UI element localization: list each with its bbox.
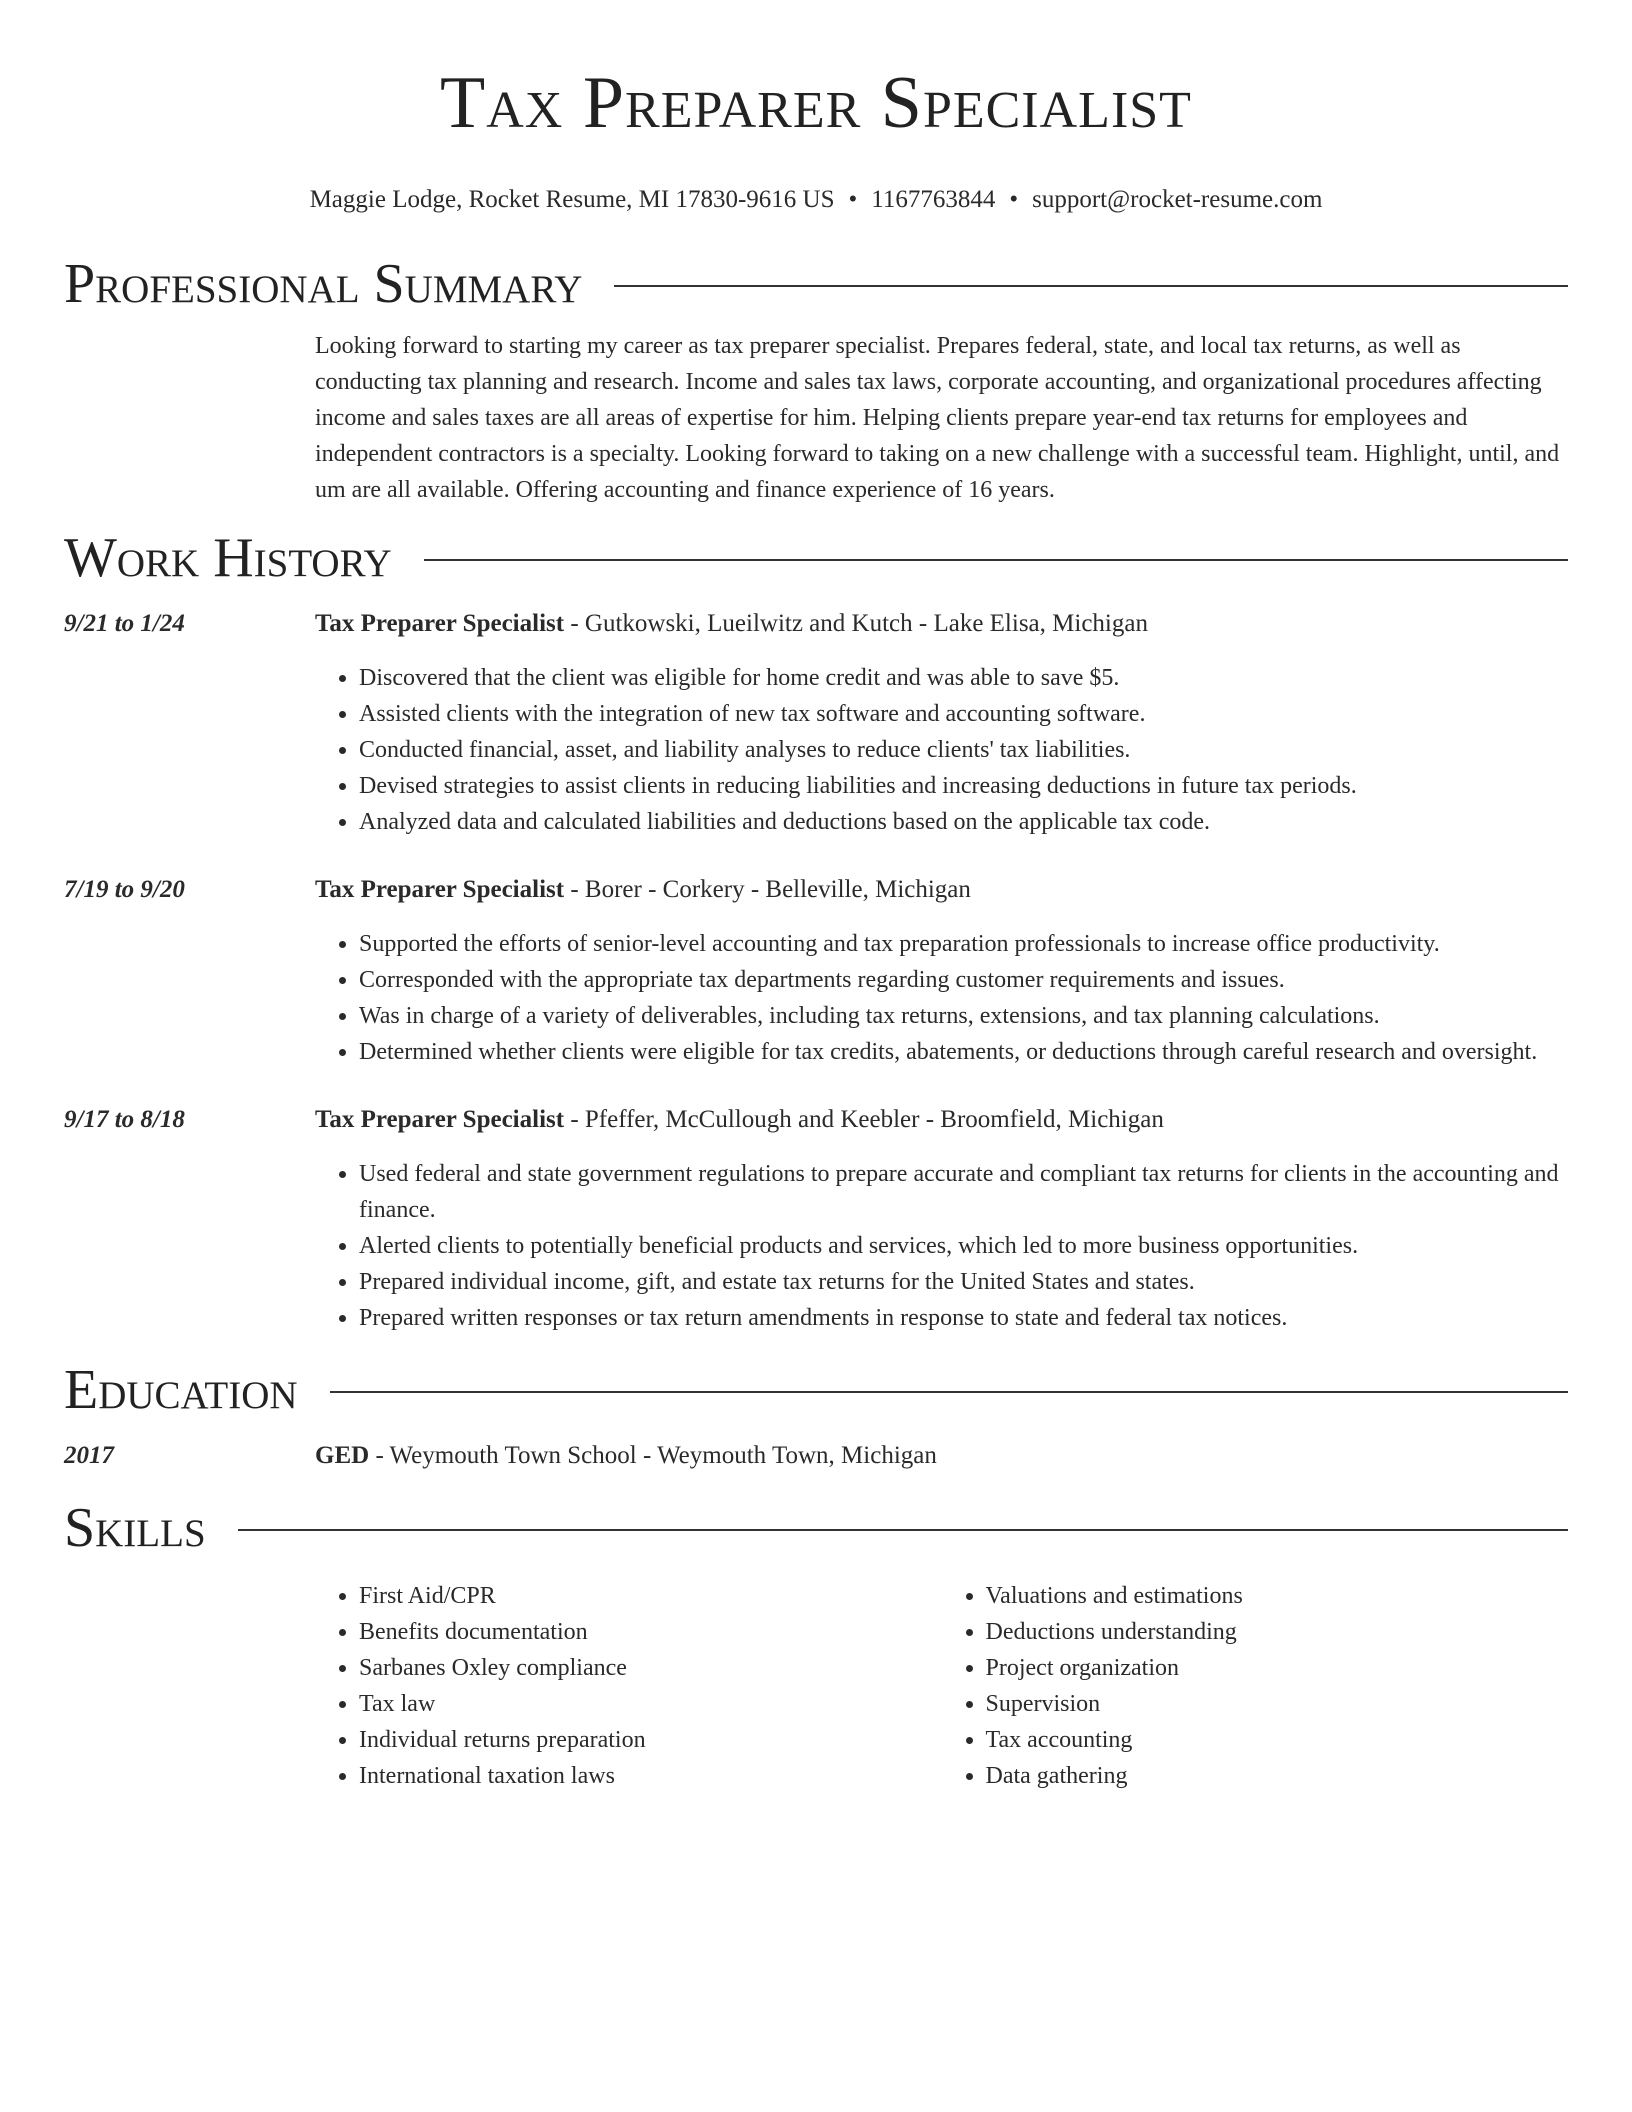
job-bullet: • Alerted clients to potentially beneficial products and services, which led to more business opportunities. [359, 1228, 1568, 1264]
contact-address: Maggie Lodge, Rocket Resume, MI 17830-9616 US [309, 186, 835, 213]
skill-item: • Valuations and estimations [986, 1578, 1569, 1614]
summary-section-heading [64, 250, 1568, 318]
job-bullet: • Conducted financial, asset, and liability analyses to reduce clients' tax liabilities. [359, 732, 1568, 768]
skill-item: • International taxation laws [359, 1758, 942, 1794]
skill-item: • Tax accounting [986, 1722, 1569, 1758]
summary-heading: Professional Summary [64, 253, 583, 315]
job-bullet: • Used federal and state government regulations to prepare accurate and compliant tax returns for clients in the accounting and finance. [359, 1156, 1568, 1228]
education-degree: GED [315, 1442, 370, 1469]
skills-column-left [315, 1578, 942, 1794]
skill-item: • Benefits documentation [359, 1614, 942, 1650]
job-entry [64, 872, 1568, 1070]
skill-item: • Supervision [986, 1686, 1569, 1722]
section-divider [330, 1391, 1568, 1393]
skills-heading: Skills [64, 1497, 206, 1559]
skill-item: • Deductions understanding [986, 1614, 1569, 1650]
skill-item: • First Aid/CPR [359, 1578, 942, 1614]
job-bullet: • Assisted clients with the integration of new tax software and accounting software. [359, 696, 1568, 732]
job-dates: 9/21 to 1/24 [64, 610, 185, 637]
education-details: - Weymouth Town School - Weymouth Town, Michigan [369, 1442, 937, 1469]
job-bullet: • Determined whether clients were eligible for tax credits, abatements, or deductions through careful research and oversight. [359, 1034, 1568, 1070]
skills-section-heading [64, 1494, 1568, 1562]
job-title: Tax Preparer Specialist [315, 1106, 565, 1133]
education-entry [64, 1438, 1568, 1474]
job-bullet: • Was in charge of a variety of deliverables, including tax returns, extensions, and tax planning calculations. [359, 998, 1568, 1034]
work-section-heading [64, 524, 1568, 592]
job-details: - Borer - Corkery - Belleville, Michigan [564, 876, 971, 903]
job-bullet: • Corresponded with the appropriate tax departments regarding customer requirements and issues. [359, 962, 1568, 998]
section-divider [614, 285, 1568, 287]
job-bullet: • Supported the efforts of senior-level accounting and tax preparation professionals to increase office productivity. [359, 926, 1568, 962]
job-details: - Pfeffer, McCullough and Keebler - Broomfield, Michigan [564, 1106, 1164, 1133]
skill-item: • Individual returns preparation [359, 1722, 942, 1758]
contact-email: support@rocket-resume.com [1032, 186, 1323, 213]
job-details: - Gutkowski, Lueilwitz and Kutch - Lake Elisa, Michigan [564, 610, 1148, 637]
skill-item: • Sarbanes Oxley compliance [359, 1650, 942, 1686]
job-dates: 9/17 to 8/18 [64, 1106, 185, 1133]
skills-column-right [942, 1578, 1569, 1794]
contact-separator: • [848, 186, 858, 213]
summary-text: Looking forward to starting my career as tax preparer specialist. Prepares federal, state, and local tax returns, as well as conducting tax planning and research. Income and sales tax laws, corporate accounting, and organizational procedures affecting income and sales taxes are all areas of expertise for him. Helping clients prepare year-end tax returns for employees and independent contractors is a specialty. Looking forward to taking on a new challenge with a successful team. Highlight, until, and um are all available. Offering accounting and finance experience of 16 years. [315, 333, 1560, 503]
education-section-heading [64, 1356, 1568, 1424]
education-year: 2017 [64, 1442, 114, 1469]
contact-phone: 1167763844 [871, 186, 996, 213]
skill-item: • Tax law [359, 1686, 942, 1722]
job-bullet: • Prepared individual income, gift, and estate tax returns for the United States and states. [359, 1264, 1568, 1300]
job-bullet: • Devised strategies to assist clients in reducing liabilities and increasing deductions in future tax periods. [359, 768, 1568, 804]
job-bullet: • Analyzed data and calculated liabilities and deductions based on the applicable tax code. [359, 804, 1568, 840]
skills-list [315, 1578, 1568, 1794]
job-bullet: • Discovered that the client was eligible for home credit and was able to save $5. [359, 660, 1568, 696]
job-bullets [315, 926, 1568, 1070]
skill-item: • Data gathering [986, 1758, 1569, 1794]
contact-line [64, 184, 1568, 216]
resume-title: Tax Preparer Specialist [440, 62, 1192, 144]
contact-separator: • [1009, 186, 1019, 213]
job-entry [64, 1102, 1568, 1336]
section-divider [238, 1529, 1568, 1531]
work-heading: Work History [64, 527, 392, 589]
job-title: Tax Preparer Specialist [315, 876, 565, 903]
job-bullet: • Prepared written responses or tax return amendments in response to state and federal tax notices. [359, 1300, 1568, 1336]
job-dates: 7/19 to 9/20 [64, 876, 185, 903]
job-bullets [315, 660, 1568, 840]
skill-item: • Project organization [986, 1650, 1569, 1686]
job-title: Tax Preparer Specialist [315, 610, 565, 637]
section-divider [424, 559, 1568, 561]
job-entry [64, 606, 1568, 840]
education-heading: Education [64, 1359, 298, 1421]
job-bullets [315, 1156, 1568, 1336]
